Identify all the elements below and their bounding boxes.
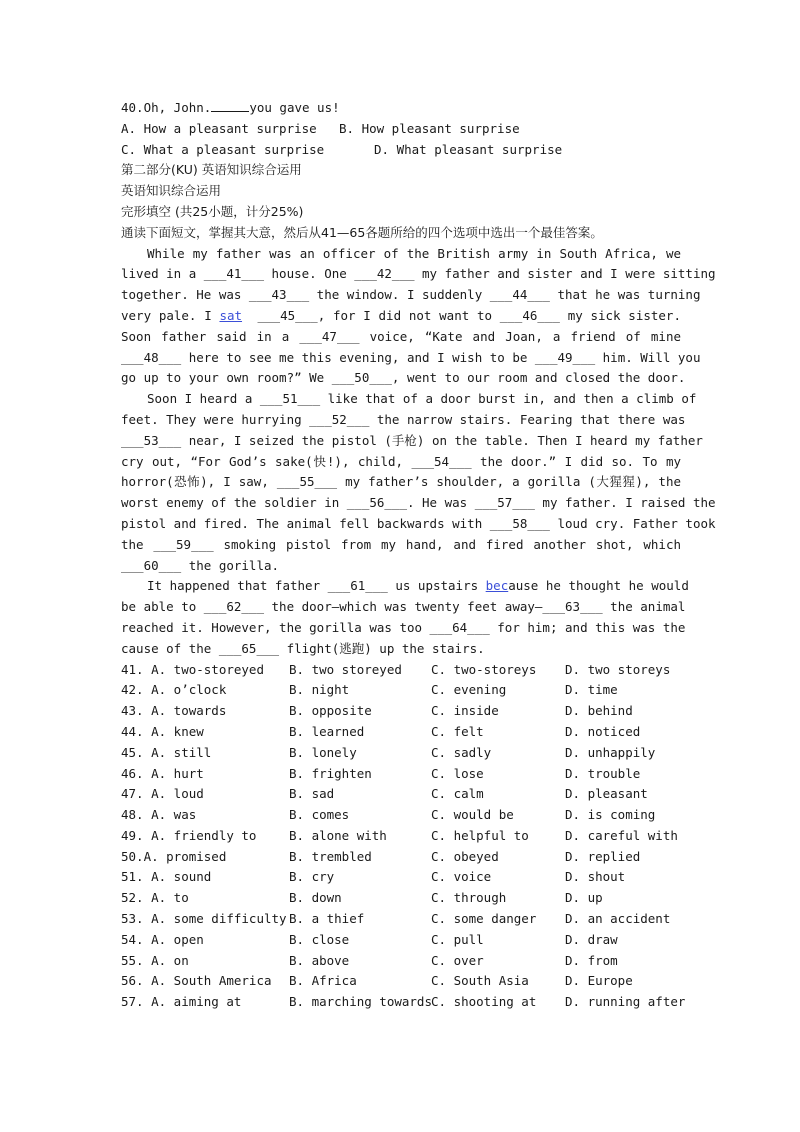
question-row	[121, 951, 681, 972]
option-d: D. running after	[565, 994, 686, 1010]
option-a: 51. A. sound	[121, 869, 212, 885]
option-b: B. opposite	[289, 703, 372, 719]
option-c: C. obeyed	[431, 848, 499, 864]
passage-line: reached it. However, the gorilla was too ___64___ for him; and this was the	[121, 619, 686, 635]
passage-line: go up to your own room?” We ___50___, went to our room and closed the door.	[121, 370, 686, 386]
option-c: C. through	[431, 890, 507, 906]
passage-line	[121, 576, 689, 597]
option-a: 47. A. loud	[121, 786, 204, 802]
passage-line: ___48___ here to see me this evening, and I wish to be ___49___ him. Will you	[121, 349, 701, 365]
question-row	[121, 722, 681, 743]
passage-line: Soon father said in a ___47___ voice, “Kate and Joan, a friend of mine	[121, 328, 681, 344]
option-c: C. lose	[431, 765, 484, 781]
option-b: B. alone with	[289, 827, 387, 843]
question-40-options-row-1	[121, 119, 681, 140]
option-c: C. What a pleasant surprise	[121, 141, 325, 157]
option-c: C. over	[431, 952, 484, 968]
option-c: C. pull	[431, 931, 484, 947]
passage-line: be able to ___62___ the door—which was twenty feet away—___63___ the animal	[121, 599, 686, 615]
passage-line	[121, 306, 681, 327]
option-a: 48. A. was	[121, 807, 197, 823]
passage-line-prefix: very pale. I	[121, 307, 220, 323]
passage-line: together. He was ___43___ the window. I suddenly ___44___ that he was turning	[121, 287, 701, 303]
option-d: D. replied	[565, 848, 641, 864]
question-row	[121, 847, 681, 868]
question-row	[121, 909, 681, 930]
option-a: 54. A. open	[121, 931, 204, 947]
passage-line: lived in a ___41___ house. One ___42___ my father and sister and I were sitting	[121, 266, 716, 282]
option-d: D. pleasant	[565, 786, 648, 802]
passage-line: feet. They were hurrying ___52___ the narrow stairs. Fearing that there was	[121, 411, 686, 427]
option-d: D. What pleasant surprise	[374, 141, 563, 157]
question-row	[121, 784, 681, 805]
question-row	[121, 888, 681, 909]
option-b: B. sad	[289, 786, 335, 802]
option-a: 49. A. friendly to	[121, 827, 257, 843]
passage-line-rest: ___45___, for I did not want to ___46___ my sick sister.	[257, 307, 681, 323]
option-b: B. lonely	[289, 744, 357, 760]
option-b: B. night	[289, 682, 350, 698]
passage-line: ___60___ the gorilla.	[121, 557, 280, 573]
option-a: 43. A. towards	[121, 703, 227, 719]
option-b: B. above	[289, 952, 350, 968]
question-row	[121, 867, 681, 888]
question-row	[121, 743, 681, 764]
option-d: D. an accident	[565, 911, 671, 927]
option-d: D. is coming	[565, 807, 656, 823]
option-d: D. unhappily	[565, 744, 656, 760]
option-b: B. How pleasant surprise	[339, 120, 520, 136]
option-b: B. cry	[289, 869, 335, 885]
option-d: D. noticed	[565, 723, 641, 739]
passage-line-suffix: ause he thought he would	[508, 578, 689, 594]
option-a: 50.A. promised	[121, 848, 227, 864]
option-b: B. close	[289, 931, 350, 947]
option-a: 57. A. aiming at	[121, 994, 242, 1010]
option-a: 45. A. still	[121, 744, 212, 760]
option-b: B. frighten	[289, 765, 372, 781]
option-c: C. helpful to	[431, 827, 529, 843]
option-a: 46. A. hurt	[121, 765, 204, 781]
question-40-options-row-2	[121, 140, 681, 161]
passage-line: Soon I heard a ___51___ like that of a door burst in, and then a climb of	[147, 391, 697, 407]
option-d: D. behind	[565, 703, 633, 719]
option-c: C. inside	[431, 703, 499, 719]
part-heading: 完形填空 (共25小题，计分25%)	[121, 203, 304, 219]
option-b: B. a thief	[289, 911, 365, 927]
option-c: C. would be	[431, 807, 514, 823]
question-40-stem	[121, 98, 681, 119]
question-row	[121, 680, 681, 701]
option-a: 52. A. to	[121, 890, 189, 906]
option-d: D. Europe	[565, 973, 633, 989]
section-title: 第二部分(KU) 英语知识综合运用	[121, 162, 302, 178]
passage-line: horror(恐怖), I saw, ___55___ my father’s shoulder, a gorilla (大猩猩), the	[121, 474, 681, 490]
question-row	[121, 992, 686, 1013]
passage-paragraph-2	[121, 389, 716, 576]
option-a: 42. A. o’clock	[121, 682, 227, 698]
option-a: 41. A. two-storeyed	[121, 661, 264, 677]
question-row	[121, 805, 681, 826]
question-row	[121, 826, 681, 847]
option-c: C. calm	[431, 786, 484, 802]
question-row	[121, 701, 681, 722]
option-b: B. trembled	[289, 848, 372, 864]
option-d: D. time	[565, 682, 618, 698]
passage-line: While my father was an officer of the British army in South Africa, we	[147, 245, 681, 261]
option-c: C. felt	[431, 723, 484, 739]
option-b: B. comes	[289, 807, 350, 823]
option-a: 44. A. knew	[121, 723, 204, 739]
passage-line: cry out, “For God’s sake(快!), child, ___54___ the door.” I did so. To my	[121, 453, 681, 469]
question-row	[121, 971, 681, 992]
option-b: B. down	[289, 890, 342, 906]
section-subtitle: 英语知识综合运用	[121, 183, 222, 199]
question-row	[121, 764, 681, 785]
option-c: C. South Asia	[431, 973, 529, 989]
answer-options-table	[121, 660, 686, 1014]
question-40-suffix: you gave us!	[249, 100, 340, 115]
option-c: C. sadly	[431, 744, 492, 760]
inline-link[interactable]: bec	[485, 578, 509, 594]
option-b: B. Africa	[289, 973, 357, 989]
option-d: D. careful with	[565, 827, 678, 843]
option-d: D. up	[565, 890, 603, 906]
option-d: D. two storeys	[565, 661, 671, 677]
passage-line-prefix: It happened that father ___61___ us upstairs	[147, 578, 486, 594]
option-c: C. evening	[431, 682, 507, 698]
option-d: D. from	[565, 952, 618, 968]
option-d: D. draw	[565, 931, 618, 947]
option-b: B. two storeyed	[289, 661, 402, 677]
option-b: B. learned	[289, 723, 365, 739]
option-c: C. two-storeys	[431, 661, 537, 677]
option-a: 55. A. on	[121, 952, 189, 968]
passage-line: pistol and fired. The animal fell backwards with ___58___ loud cry. Father took	[121, 515, 716, 531]
option-a: 56. A. South America	[121, 973, 272, 989]
exam-page	[121, 98, 716, 1013]
option-a: 53. A. some difficulty	[121, 911, 287, 927]
passage-paragraph-3	[121, 576, 689, 659]
option-c: C. some danger	[431, 911, 537, 927]
question-row	[121, 660, 681, 681]
option-c: C. shooting at	[431, 994, 537, 1010]
option-d: D. shout	[565, 869, 626, 885]
question-40-prefix: 40.Oh, John.	[121, 100, 212, 115]
passage-line: worst enemy of the soldier in ___56___. He was ___57___ my father. I raised the	[121, 495, 716, 511]
option-c: C. voice	[431, 869, 492, 885]
question-row	[121, 930, 681, 951]
instruction: 通读下面短文，掌握其大意，然后从41—65各题所给的四个选项中选出一个最佳答案。	[121, 224, 603, 240]
option-b: B. marching towards	[289, 994, 432, 1010]
passage-paragraph-1	[121, 244, 716, 390]
question-40-blank	[211, 99, 249, 112]
passage-line: ___53___ near, I seized the pistol (手枪) on the table. Then I heard my father	[121, 432, 703, 448]
option-a: A. How a pleasant surprise	[121, 120, 317, 136]
passage-line: the ___59___ smoking pistol from my hand, and fired another shot, which	[121, 536, 681, 552]
passage-line: cause of the ___65___ flight(逃跑) up the stairs.	[121, 640, 485, 656]
inline-link[interactable]: sat	[219, 307, 243, 323]
option-d: D. trouble	[565, 765, 641, 781]
